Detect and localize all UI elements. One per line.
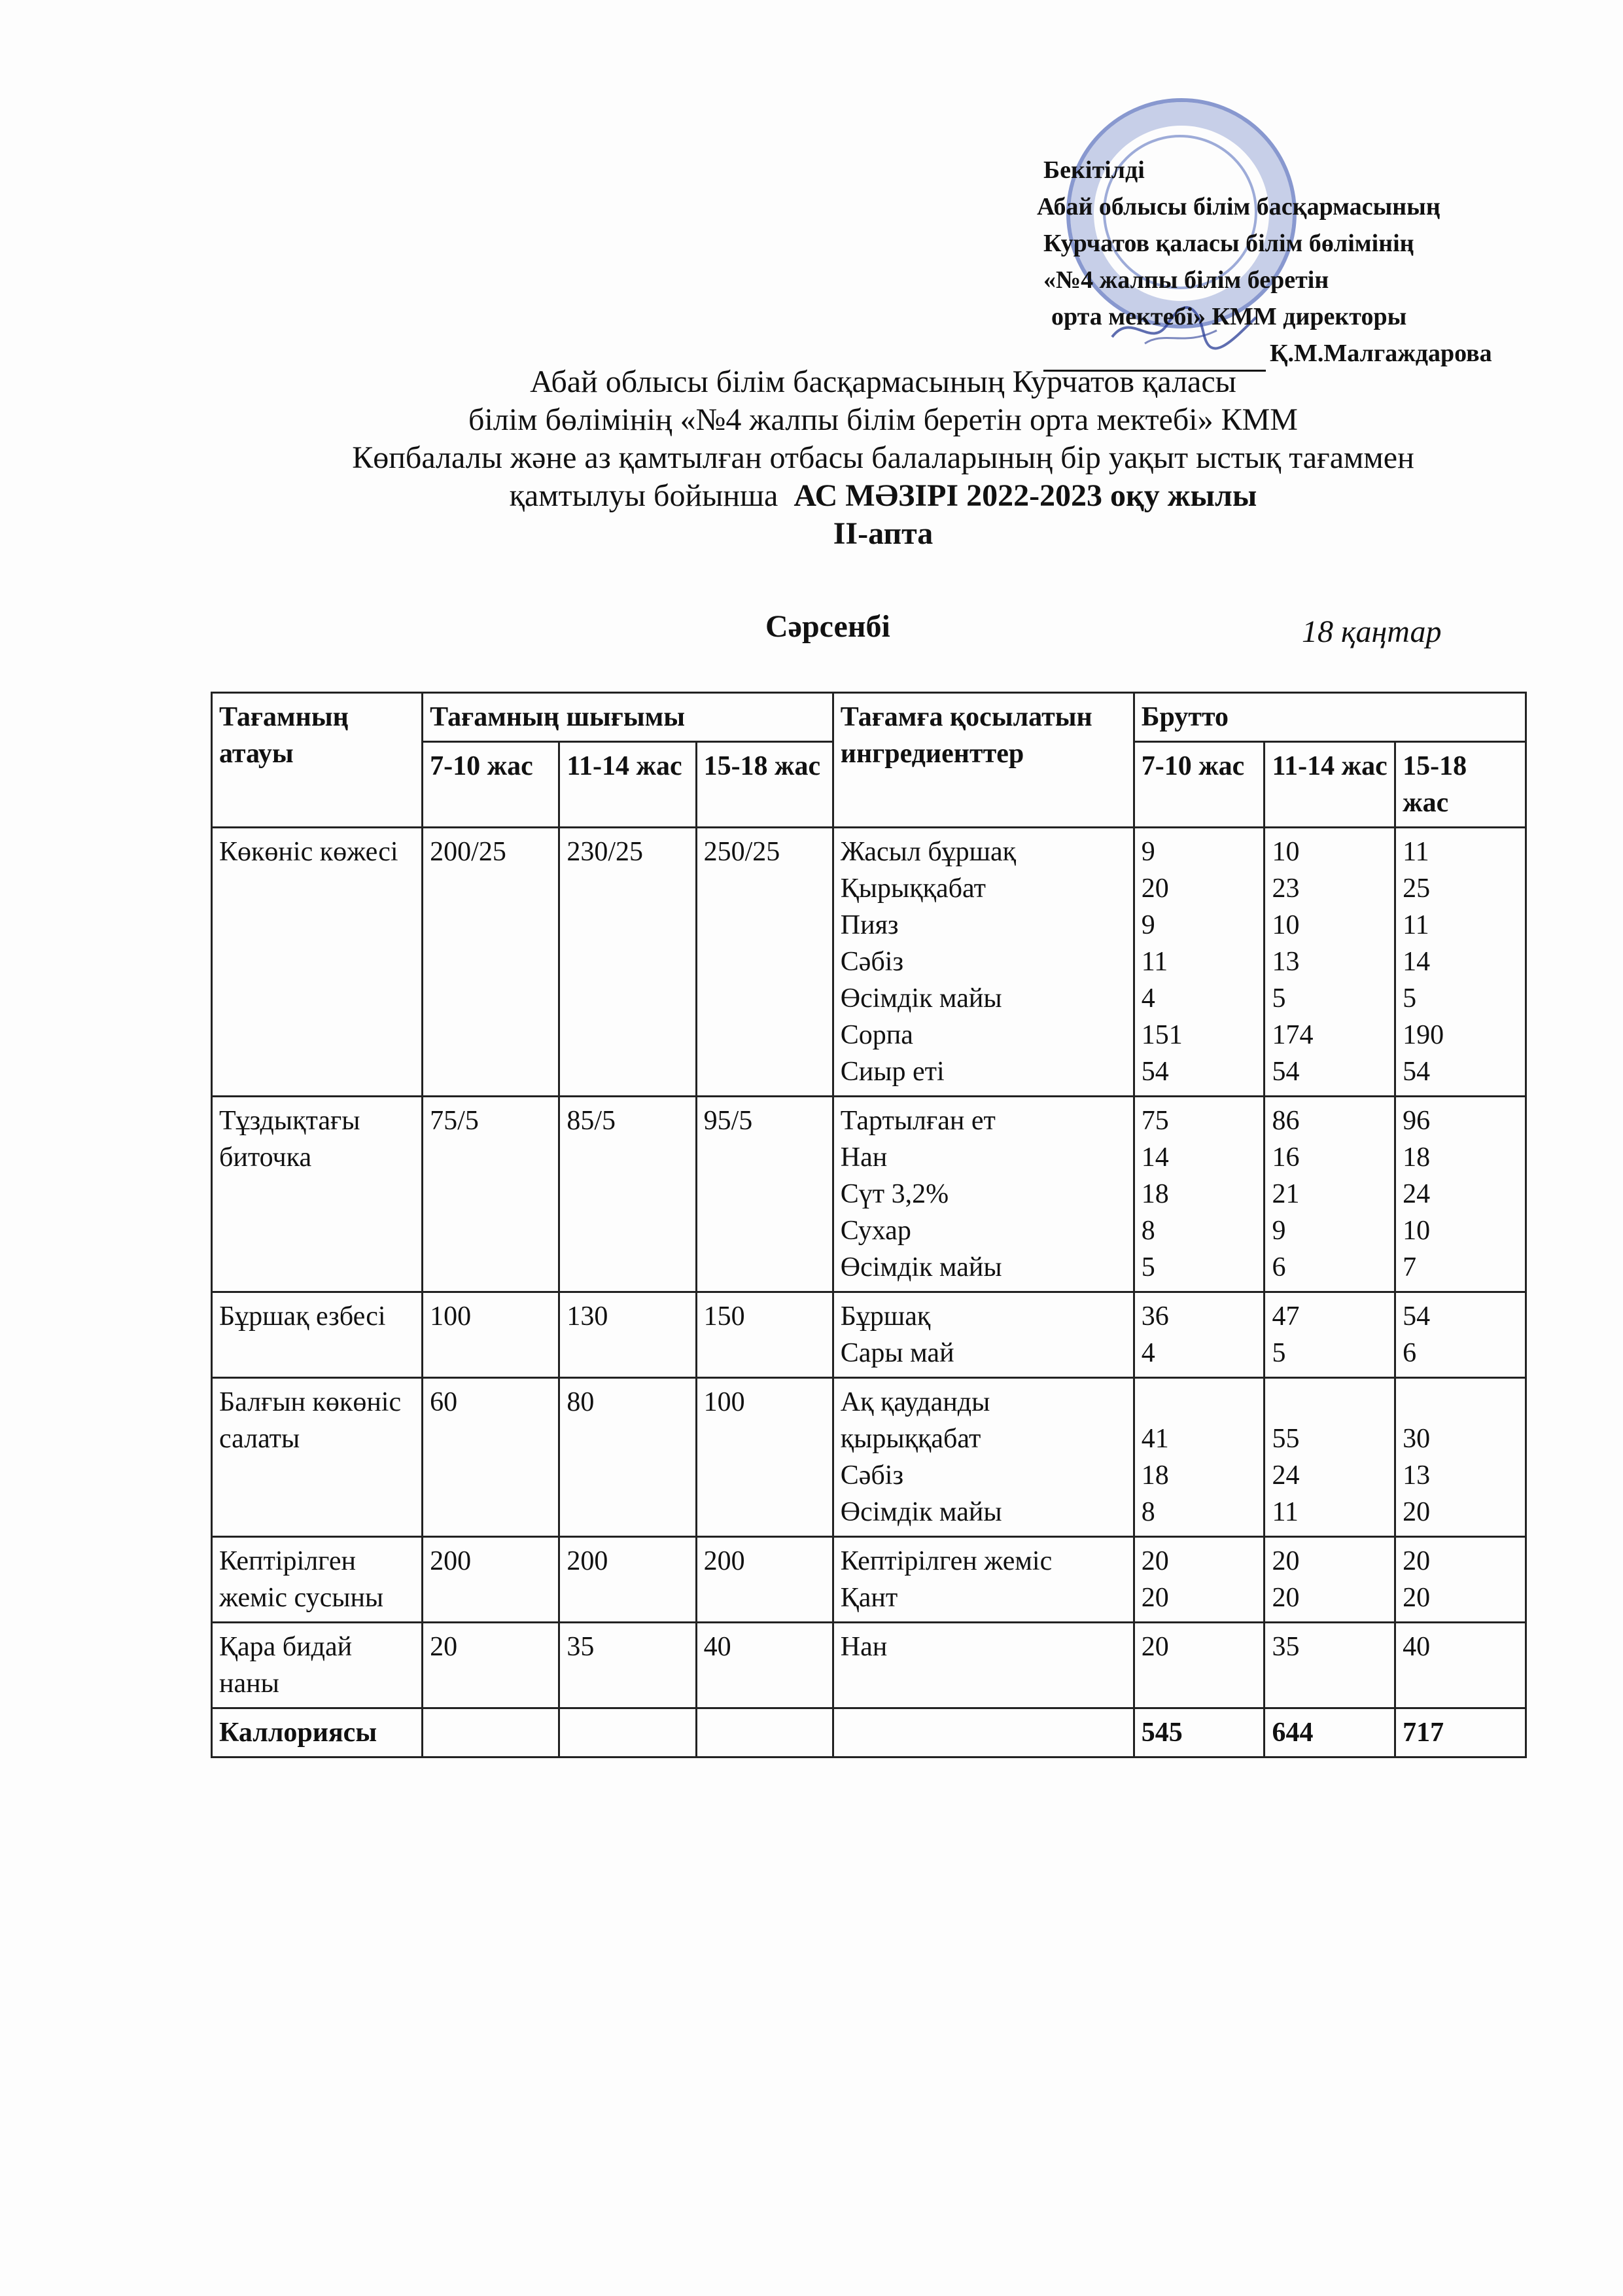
ingredients-cell	[833, 1623, 1134, 1708]
day-label: Сәрсенбі	[765, 609, 890, 644]
header-gross-7-10: 7-10 жас	[1134, 742, 1265, 828]
approval-line: Курчатов қаласы білім бөлімінің	[1043, 230, 1414, 257]
gross-7-10-cell	[1134, 1623, 1265, 1708]
gross-11-14-cell	[1265, 1378, 1395, 1537]
output-15-18-cell: 40	[696, 1623, 833, 1708]
calories-11-14: 644	[1265, 1708, 1395, 1757]
approval-line: орта мектебі» КММ директоры	[1051, 303, 1407, 330]
ingredients-cell-line: Ақ қауданды	[840, 1387, 990, 1417]
gross-11-14-cell-line: 9	[1272, 1216, 1286, 1246]
gross-15-18-cell-line: 24	[1403, 1179, 1431, 1209]
gross-11-14-cell-line: 11	[1272, 1497, 1299, 1527]
gross-15-18-cell-line: 20	[1403, 1497, 1431, 1527]
gross-7-10-cell-line: 20	[1141, 1546, 1169, 1576]
output-15-18-cell: 100	[696, 1378, 833, 1537]
table-row	[212, 1097, 1526, 1292]
gross-7-10-cell-line: 18	[1141, 1460, 1169, 1491]
gross-7-10-cell-line: 4	[1141, 983, 1155, 1014]
ingredients-cell	[833, 1292, 1134, 1378]
gross-15-18-cell-line: 54	[1403, 1057, 1431, 1087]
ingredients-cell-line: Пияз	[840, 910, 899, 940]
approval-line: Бекітілді	[1043, 156, 1145, 184]
dish-name-cell: Қара бидай наны	[212, 1623, 423, 1708]
gross-7-10-cell-line: 54	[1141, 1057, 1169, 1087]
gross-15-18-cell-line: 20	[1403, 1546, 1431, 1576]
gross-11-14-cell	[1265, 1623, 1395, 1708]
gross-15-18-cell-line: 40	[1403, 1632, 1431, 1662]
menu-table	[211, 692, 1527, 1758]
gross-11-14-cell-line: 23	[1272, 874, 1300, 904]
output-15-18-cell: 150	[696, 1292, 833, 1378]
output-11-14-cell: 130	[559, 1292, 696, 1378]
ingredients-cell-line: Сорпа	[840, 1020, 913, 1050]
empty-cell	[696, 1708, 833, 1757]
menu-title: АС МӘЗІРІ 2022-2023 оқу жылы	[794, 478, 1257, 513]
gross-7-10-cell-line: 5	[1141, 1252, 1155, 1282]
gross-11-14-cell-line	[1272, 1384, 1387, 1421]
ingredients-cell-line: Бұршақ	[840, 1301, 931, 1332]
gross-7-10-cell-line: 151	[1141, 1020, 1183, 1050]
gross-11-14-cell-line: 10	[1272, 837, 1300, 867]
gross-11-14-cell-line: 13	[1272, 947, 1300, 977]
output-11-14-cell: 85/5	[559, 1097, 696, 1292]
gross-15-18-cell-line: 96	[1403, 1106, 1431, 1136]
gross-7-10-cell	[1134, 1097, 1265, 1292]
output-15-18-cell: 95/5	[696, 1097, 833, 1292]
ingredients-cell-line: Сәбіз	[840, 947, 904, 977]
approval-block	[1037, 152, 1573, 372]
gross-11-14-cell-line: 24	[1272, 1460, 1300, 1491]
gross-7-10-cell-line: 41	[1141, 1424, 1169, 1454]
gross-15-18-cell-line: 6	[1403, 1338, 1417, 1368]
output-7-10-cell: 100	[423, 1292, 559, 1378]
gross-11-14-cell-line: 5	[1272, 983, 1286, 1014]
header-gross-11-14: 11-14 жас	[1265, 742, 1395, 828]
header-gross: Брутто	[1134, 693, 1526, 742]
output-11-14-cell: 200	[559, 1537, 696, 1623]
gross-15-18-cell-line: 11	[1403, 910, 1429, 940]
gross-15-18-cell	[1395, 1097, 1526, 1292]
title-line-4-prefix: қамтылуы бойынша	[509, 478, 778, 513]
gross-15-18-cell	[1395, 1623, 1526, 1708]
ingredients-cell-line: Қырыққабат	[840, 874, 986, 904]
gross-7-10-cell-line: 14	[1141, 1142, 1169, 1173]
ingredients-cell-line: Нан	[840, 1142, 888, 1173]
ingredients-cell-line: Сәбіз	[840, 1460, 904, 1491]
gross-15-18-cell	[1395, 1537, 1526, 1623]
gross-7-10-cell-line: 9	[1141, 837, 1155, 867]
gross-11-14-cell	[1265, 1292, 1395, 1378]
gross-7-10-cell-line: 4	[1141, 1338, 1155, 1368]
gross-15-18-cell-line: 20	[1403, 1583, 1431, 1613]
ingredients-cell-line: қырыққабат	[840, 1424, 981, 1454]
gross-7-10-cell-line: 20	[1141, 874, 1169, 904]
empty-cell	[423, 1708, 559, 1757]
output-11-14-cell: 230/25	[559, 828, 696, 1097]
output-11-14-cell: 80	[559, 1378, 696, 1537]
gross-15-18-cell-line: 11	[1403, 837, 1429, 867]
gross-11-14-cell-line: 86	[1272, 1106, 1300, 1136]
header-gross-15-18: 15-18 жас	[1395, 742, 1526, 828]
gross-7-10-cell	[1134, 1292, 1265, 1378]
gross-15-18-cell-line: 7	[1403, 1252, 1417, 1282]
title-line-2: білім бөлімінің «№4 жалпы білім беретін орта мектебі» КММ	[468, 402, 1298, 437]
gross-7-10-cell-line: 11	[1141, 947, 1168, 977]
gross-11-14-cell-line: 20	[1272, 1546, 1300, 1576]
gross-11-14-cell-line: 5	[1272, 1338, 1286, 1368]
ingredients-cell-line: Сухар	[840, 1216, 911, 1246]
ingredients-cell-line: Тартылған ет	[840, 1106, 996, 1136]
calories-7-10: 545	[1134, 1708, 1265, 1757]
gross-15-18-cell-line: 30	[1403, 1424, 1431, 1454]
gross-15-18-cell	[1395, 1292, 1526, 1378]
output-7-10-cell: 200	[423, 1537, 559, 1623]
gross-15-18-cell-line: 5	[1403, 983, 1417, 1014]
ingredients-cell	[833, 828, 1134, 1097]
ingredients-cell-line: Өсімдік майы	[840, 983, 1002, 1014]
ingredients-cell-line: Кептірілген жеміс	[840, 1546, 1053, 1576]
gross-11-14-cell-line: 16	[1272, 1142, 1300, 1173]
gross-15-18-cell-line: 190	[1403, 1020, 1444, 1050]
gross-7-10-cell-line: 20	[1141, 1583, 1169, 1613]
gross-15-18-cell-line: 18	[1403, 1142, 1431, 1173]
gross-7-10-cell-line: 9	[1141, 910, 1155, 940]
ingredients-cell-line: Жасыл бұршақ	[840, 837, 1017, 867]
gross-11-14-cell-line: 35	[1272, 1632, 1300, 1662]
title-line-1: Абай облысы білім басқармасының Курчатов қаласы	[530, 364, 1236, 399]
ingredients-cell-line: Сиыр еті	[840, 1057, 945, 1087]
gross-7-10-cell-line: 36	[1141, 1301, 1169, 1332]
gross-11-14-cell-line: 10	[1272, 910, 1300, 940]
gross-15-18-cell	[1395, 828, 1526, 1097]
gross-15-18-cell-line: 13	[1403, 1460, 1431, 1491]
output-7-10-cell: 20	[423, 1623, 559, 1708]
document-title	[196, 363, 1570, 553]
gross-11-14-cell	[1265, 1537, 1395, 1623]
gross-15-18-cell-line: 10	[1403, 1216, 1431, 1246]
table-row	[212, 1378, 1526, 1537]
ingredients-cell-line: Өсімдік майы	[840, 1497, 1002, 1527]
gross-11-14-cell-line: 6	[1272, 1252, 1286, 1282]
gross-15-18-cell	[1395, 1378, 1526, 1537]
approval-line: «№4 жалпы білім беретін	[1043, 266, 1329, 294]
date-label: 18 қаңтар	[1302, 614, 1442, 649]
gross-11-14-cell-line: 21	[1272, 1179, 1300, 1209]
gross-7-10-cell-line: 20	[1141, 1632, 1169, 1662]
gross-7-10-cell-line: 18	[1141, 1179, 1169, 1209]
gross-11-14-cell	[1265, 828, 1395, 1097]
gross-7-10-cell-line	[1142, 1384, 1257, 1421]
gross-7-10-cell	[1134, 1537, 1265, 1623]
table-row	[212, 1537, 1526, 1623]
gross-15-18-cell-line: 25	[1403, 874, 1431, 904]
gross-11-14-cell-line: 47	[1272, 1301, 1300, 1332]
signatory-name: Қ.М.Малгаждарова	[1270, 340, 1492, 367]
table-header-row	[212, 693, 1526, 742]
dish-name-cell: Кептірілген жеміс сусыны	[212, 1537, 423, 1623]
gross-7-10-cell-line: 8	[1141, 1216, 1155, 1246]
empty-cell	[559, 1708, 696, 1757]
header-age-15-18: 15-18 жас	[696, 742, 833, 828]
table-row	[212, 1623, 1526, 1708]
ingredients-cell-line: Сары май	[840, 1338, 954, 1368]
table-row	[212, 1292, 1526, 1378]
gross-11-14-cell-line: 174	[1272, 1020, 1314, 1050]
header-output: Тағамның шығымы	[423, 693, 833, 742]
header-age-7-10: 7-10 жас	[423, 742, 559, 828]
gross-7-10-cell-line: 8	[1141, 1497, 1155, 1527]
output-7-10-cell: 200/25	[423, 828, 559, 1097]
table-row	[212, 828, 1526, 1097]
ingredients-cell	[833, 1378, 1134, 1537]
empty-cell	[833, 1708, 1134, 1757]
calories-label: Каллориясы	[212, 1708, 423, 1757]
week-label: ІІ-апта	[833, 516, 934, 551]
dish-name-cell: Балғын көкөніс салаты	[212, 1378, 423, 1537]
dish-name-cell: Тұздықтағы биточка	[212, 1097, 423, 1292]
calories-15-18: 717	[1395, 1708, 1526, 1757]
header-age-11-14: 11-14 жас	[559, 742, 696, 828]
header-ingredients: Тағамға қосылатын ингредиенттер	[833, 693, 1134, 828]
gross-11-14-cell	[1265, 1097, 1395, 1292]
gross-15-18-cell-line	[1403, 1384, 1518, 1421]
ingredients-cell-line: Нан	[840, 1632, 888, 1662]
gross-7-10-cell	[1134, 1378, 1265, 1537]
title-line-3: Көпбалалы және аз қамтылған отбасы балаларының бір уақыт ыстық тағаммен	[352, 440, 1414, 475]
output-15-18-cell: 200	[696, 1537, 833, 1623]
ingredients-cell	[833, 1537, 1134, 1623]
gross-15-18-cell-line: 14	[1403, 947, 1431, 977]
approval-line: Абай облысы білім басқармасының	[1037, 193, 1440, 221]
dish-name-cell: Бұршақ езбесі	[212, 1292, 423, 1378]
gross-15-18-cell-line: 54	[1403, 1301, 1431, 1332]
ingredients-cell	[833, 1097, 1134, 1292]
ingredients-cell-line: Сүт 3,2%	[840, 1179, 949, 1209]
output-15-18-cell: 250/25	[696, 828, 833, 1097]
gross-7-10-cell-line: 75	[1141, 1106, 1169, 1136]
gross-11-14-cell-line: 20	[1272, 1583, 1300, 1613]
ingredients-cell-line: Қант	[840, 1583, 898, 1613]
output-7-10-cell: 75/5	[423, 1097, 559, 1292]
dish-name-cell: Көкөніс көжесі	[212, 828, 423, 1097]
gross-11-14-cell-line: 55	[1272, 1424, 1300, 1454]
ingredients-cell-line: Өсімдік майы	[840, 1252, 1002, 1282]
title-line-4	[196, 477, 1570, 515]
calories-row	[212, 1708, 1526, 1757]
gross-11-14-cell-line: 54	[1272, 1057, 1300, 1087]
gross-7-10-cell	[1134, 828, 1265, 1097]
header-dish-name: Тағамның атауы	[212, 693, 423, 828]
output-7-10-cell: 60	[423, 1378, 559, 1537]
output-11-14-cell: 35	[559, 1623, 696, 1708]
